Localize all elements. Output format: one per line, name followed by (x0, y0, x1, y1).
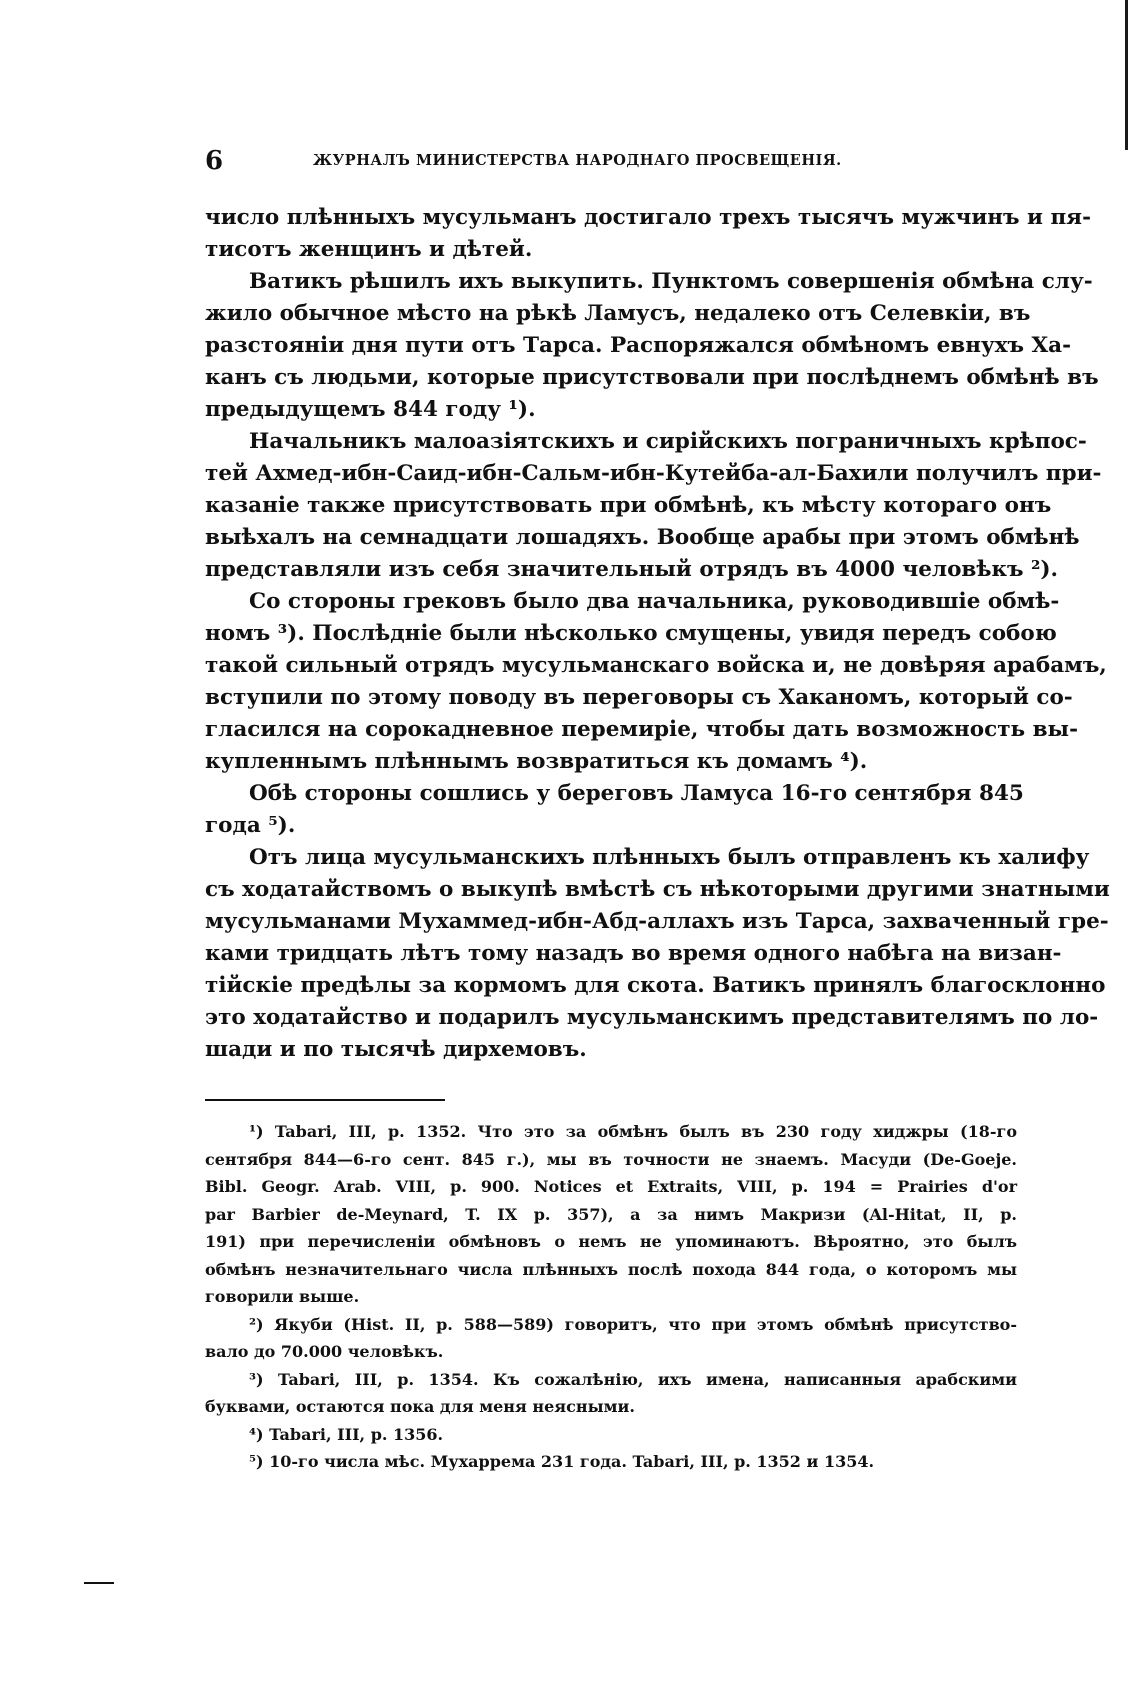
text-line: Отъ лица мусульманскихъ плѣнныхъ былъ отправленъ къ халифу (249, 845, 1090, 870)
footnote-line: 191) при перечисленіи обмѣновъ о немъ не упоминаютъ. Вѣроятно, это былъ (205, 1232, 1017, 1251)
text-line: тійскіе предѣлы за кормомъ для скота. Ватикъ принялъ благосклонно (205, 973, 1106, 998)
footnote-line: ¹) Tabari, III, p. 1352. Что это за обмѣнъ былъ въ 230 году хиджры (18-го (249, 1122, 1017, 1141)
footnote-line: ⁴) Tabari, III, p. 1356. (249, 1424, 444, 1444)
text-line: такой сильный отрядъ мусульманскаго войска и, не довѣряя арабамъ, (205, 653, 1107, 678)
text-line: Со стороны грековъ было два начальника, руководившіе обмѣ- (249, 589, 1060, 614)
scan-edge-mark (1125, 0, 1128, 150)
text-line: мусульманами Мухаммед-ибн-Абд-аллахъ изъ Тарса, захваченный гре- (205, 909, 1109, 934)
text-line: номъ ³). Послѣдніе были нѣсколько смущены, увидя передъ собою (205, 621, 1057, 646)
text-line: Ватикъ рѣшилъ ихъ выкупить. Пунктомъ совершенія обмѣна слу- (249, 269, 1093, 294)
margin-dash-mark (84, 1582, 114, 1584)
text-line: года ⁵). (205, 813, 296, 838)
page-header (205, 146, 925, 180)
running-title: ЖУРНАЛЪ МИНИСТЕРСТВА НАРОДНАГО ПРОСВЕЩЕНІЯ. (313, 152, 842, 169)
text-line: казаніе также присутствовать при обмѣнѣ, къ мѣсту котораго онъ (205, 493, 1052, 518)
text-line: гласился на сорокадневное перемиріе, чтобы дать возможность вы- (205, 717, 1079, 742)
text-line: выѣхалъ на семнадцати лошадяхъ. Вообще арабы при этомъ обмѣнѣ (205, 525, 1080, 550)
footnote-line: буквами, остаются пока для меня неясными. (205, 1397, 635, 1416)
footnote-line: Bibl. Geogr. Arab. VIII, p. 900. Notices et Extraits, VIII, p. 194 = Prairies d'or (205, 1177, 1017, 1196)
text-line: Начальникъ малоазіятскихъ и сирійскихъ пограничныхъ крѣпос- (249, 429, 1087, 454)
text-line: канъ съ людьми, которые присутствовали при послѣднемъ обмѣнѣ въ (205, 365, 1099, 390)
text-line: Обѣ стороны сошлись у береговъ Ламуса 16-го сентября 845 (249, 781, 1024, 806)
footnote-line: говорили выше. (205, 1287, 360, 1306)
text-line: ками тридцать лѣтъ тому назадъ во время одного набѣга на визан- (205, 941, 1062, 966)
text-line: купленнымъ плѣннымъ возвратиться къ домамъ ⁴). (205, 749, 868, 774)
text-line: съ ходатайствомъ о выкупѣ вмѣстѣ съ нѣкоторыми другими знатными (205, 877, 1110, 902)
text-line: разстояніи дня пути отъ Тарса. Распоряжался обмѣномъ евнухъ Ха- (205, 333, 1072, 358)
footnote-line: вало до 70.000 человѣкъ. (205, 1342, 444, 1361)
footnote-line: сентября 844—6-го сент. 845 г.), мы въ точности не знаемъ. Масуди (De-Goeje. (205, 1149, 1017, 1169)
text-line: тей Ахмед-ибн-Саид-ибн-Сальм-ибн-Кутейба-ал-Бахили получилъ при- (205, 461, 1102, 486)
footnote-line: ³) Tabari, III, p. 1354. Къ сожалѣнію, ихъ имена, написанныя арабскими (249, 1369, 1017, 1389)
footnote-line: ⁵) 10-го числа мѣс. Мухаррема 231 года. Tabari, III, p. 1352 и 1354. (249, 1452, 875, 1471)
footnotes (205, 1118, 1017, 1476)
text-line: представляли изъ себя значительный отрядъ въ 4000 человѣкъ ²). (205, 557, 1059, 582)
text-line: это ходатайство и подарилъ мусульманскимъ представителямъ по ло- (205, 1005, 1099, 1030)
page-number: 6 (205, 146, 224, 176)
text-line: вступили по этому поводу въ переговоры съ Хаканомъ, который со- (205, 685, 1073, 710)
text-line: предыдущемъ 844 году ¹). (205, 397, 536, 422)
footnote-divider (205, 1099, 445, 1101)
footnote-line: обмѣнъ незначительнаго числа плѣнныхъ послѣ похода 844 года, о которомъ мы (205, 1259, 1017, 1279)
footnote-line: par Barbier de-Meynard, T. IX p. 357), а за нимъ Макризи (Al-Hitat, II, p. (205, 1204, 1017, 1224)
body-text (205, 202, 1110, 1066)
footnote-line: ²) Якуби (Hist. II, p. 588—589) говоритъ, что при этомъ обмѣнѣ присутство- (249, 1314, 1017, 1334)
text-line: шади и по тысячѣ дирхемовъ. (205, 1037, 587, 1062)
text-line: жило обычное мѣсто на рѣкѣ Ламусъ, недалеко отъ Селевкіи, въ (205, 301, 1031, 326)
text-line: число плѣнныхъ мусульманъ достигало трехъ тысячъ мужчинъ и пя- (205, 205, 1091, 230)
text-line: тисотъ женщинъ и дѣтей. (205, 237, 533, 262)
